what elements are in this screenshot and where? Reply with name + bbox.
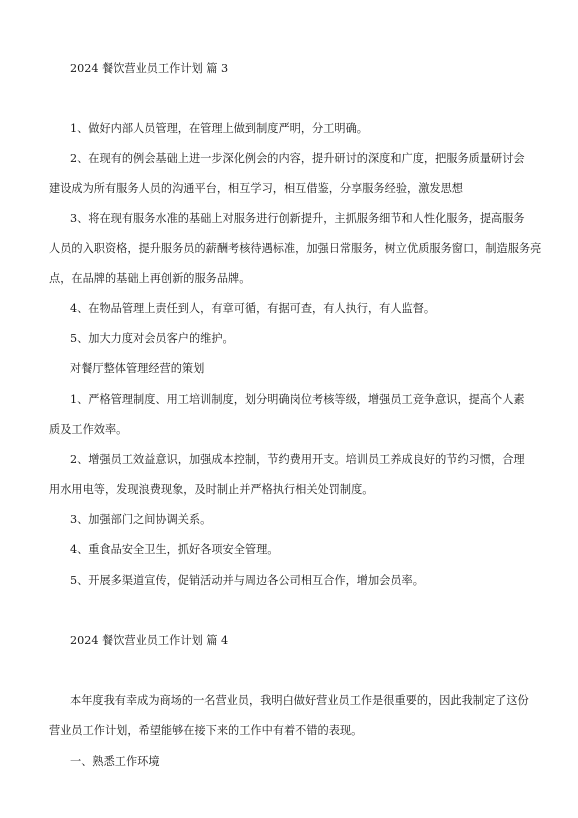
s3-plan-item-5: 5、开展多渠道宣传，促销活动并与周边各公司相互合作，增加会员率。 (70, 574, 424, 587)
s3-subheading: 对餐厅整体管理经营的策划 (70, 362, 205, 375)
section-3-title: 2024 餐饮营业员工作计划 篇 3 (70, 62, 229, 75)
s3-item-1: 1、做好内部人员管理，在管理上做到制度严明，分工明确。 (70, 122, 368, 135)
s4-para-1-line-1: 本年度我有幸成为商场的一名营业员，我明白做好营业员工作是很重要的，因此我制定了这份 (70, 694, 529, 707)
s3-plan-item-3: 3、加强部门之间协调关系。 (70, 513, 212, 526)
s3-item-3-line-3: 点，在品牌的基础上再创新的服务品牌。 (49, 272, 251, 285)
s3-item-3-line-2: 人员的入职资格，提升服务员的薪酬考核待遇标准，加强日常服务，树立优质服务窗口，制造服务亮 (49, 242, 542, 255)
s4-heading-1: 一、熟悉工作环境 (70, 755, 160, 768)
s3-plan-item-1-line-1: 1、严格管理制度、用工培训制度，划分明确岗位考核等级，增强员工竞争意识，提高个人素 (70, 393, 525, 406)
s3-plan-item-2-line-2: 用水用电等，发现浪费现象，及时制止并严格执行相关处罚制度。 (49, 483, 374, 496)
section-4-title: 2024 餐饮营业员工作计划 篇 4 (70, 634, 229, 647)
s3-item-5: 5、加大力度对会员客户的维护。 (70, 332, 234, 345)
s3-item-2-line-2: 建设成为所有服务人员的沟通平台，相互学习，相互借鉴，分享服务经验，激发思想 (49, 182, 463, 195)
s3-plan-item-1-line-2: 质及工作效率。 (49, 423, 128, 436)
s3-item-3-line-1: 3、将在现有服务水准的基础上对服务进行创新提升，主抓服务细节和人性化服务，提高服务 (70, 212, 525, 225)
s3-item-2-line-1: 2、在现有的例会基础上进一步深化例会的内容，提升研讨的深度和广度，把服务质量研讨会 (70, 152, 525, 165)
s4-para-1-line-2: 营业员工作计划，希望能够在接下来的工作中有着不错的表现。 (49, 724, 363, 737)
s3-item-4: 4、在物品管理上责任到人，有章可循，有据可查，有人执行，有人监督。 (70, 302, 436, 315)
s3-plan-item-4: 4、重食品安全卫生，抓好各项安全管理。 (70, 543, 279, 556)
s3-plan-item-2-line-1: 2、增强员工效益意识，加强成本控制，节约费用开支。培训员工养成良好的节约习惯，合理 (70, 453, 525, 466)
